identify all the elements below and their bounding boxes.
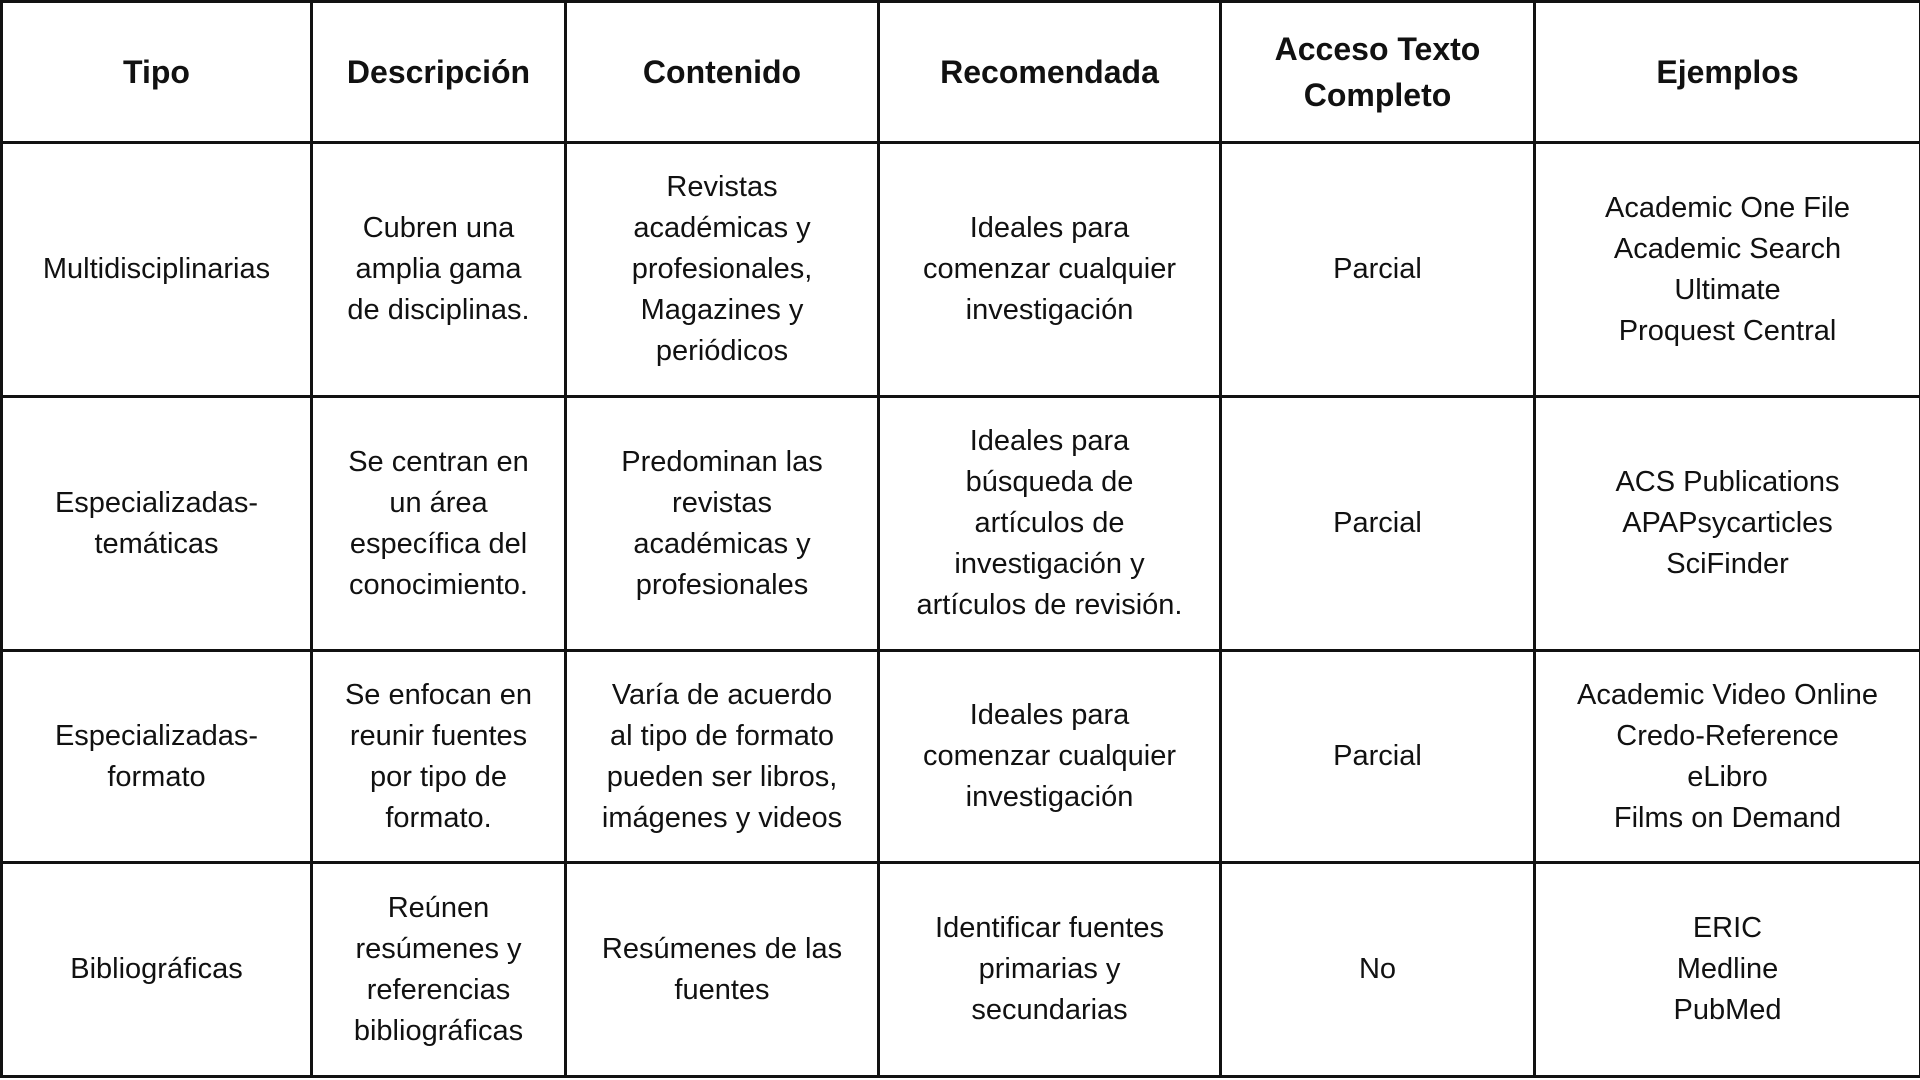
cell-descripcion: Se enfocan en reunir fuentes por tipo de formato. [312,651,566,863]
cell-ejemplos: Academic Video Online Credo-Reference eLibro Films on Demand [1535,651,1920,863]
cell-acceso: No [1221,863,1535,1077]
header-contenido: Contenido [566,2,879,143]
cell-contenido: Resúmenes de las fuentes [566,863,879,1077]
table-header-row [2,2,1920,143]
cell-tipo: Especializadas- formato [2,651,312,863]
table-row [2,143,1920,397]
header-acceso-texto-completo: Acceso Texto Completo [1221,2,1535,143]
cell-acceso: Parcial [1221,651,1535,863]
table-row [2,397,1920,651]
cell-descripcion: Se centran en un área específica del conocimiento. [312,397,566,651]
header-tipo: Tipo [2,2,312,143]
cell-recomendada: Ideales para búsqueda de artículos de investigación y artículos de revisión. [879,397,1221,651]
cell-contenido: Revistas académicas y profesionales, Magazines y periódicos [566,143,879,397]
cell-tipo: Multidisciplinarias [2,143,312,397]
cell-contenido: Predominan las revistas académicas y profesionales [566,397,879,651]
cell-tipo: Especializadas- temáticas [2,397,312,651]
table-row [2,651,1920,863]
cell-acceso: Parcial [1221,143,1535,397]
header-descripcion: Descripción [312,2,566,143]
cell-recomendada: Ideales para comenzar cualquier investigación [879,143,1221,397]
header-ejemplos: Ejemplos [1535,2,1920,143]
cell-descripcion: Reúnen resúmenes y referencias bibliográficas [312,863,566,1077]
cell-ejemplos: Academic One File Academic Search Ultimate Proquest Central [1535,143,1920,397]
cell-tipo: Bibliográficas [2,863,312,1077]
table-row [2,863,1920,1077]
cell-acceso: Parcial [1221,397,1535,651]
header-recomendada: Recomendada [879,2,1221,143]
cell-contenido: Varía de acuerdo al tipo de formato pueden ser libros, imágenes y videos [566,651,879,863]
cell-descripcion: Cubren una amplia gama de disciplinas. [312,143,566,397]
cell-ejemplos: ERIC Medline PubMed [1535,863,1920,1077]
cell-recomendada: Ideales para comenzar cualquier investigación [879,651,1221,863]
cell-recomendada: Identificar fuentes primarias y secundarias [879,863,1221,1077]
cell-ejemplos: ACS Publications APAPsycarticles SciFinder [1535,397,1920,651]
